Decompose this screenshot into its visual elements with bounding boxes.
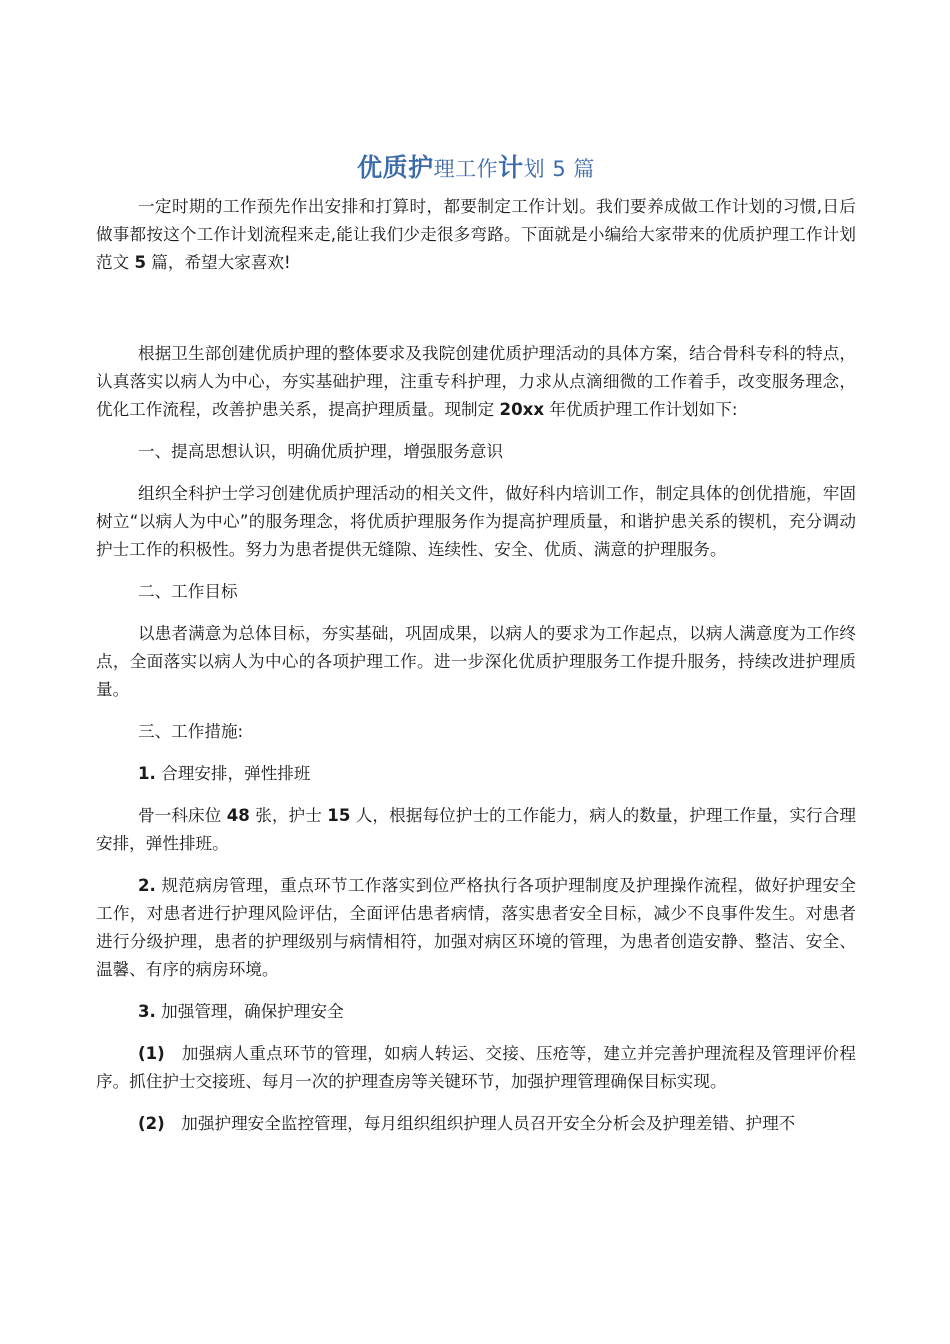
paragraph-measure-2: 2. 规范病房管理，重点环节工作落实到位严格执行各项护理制度及护理操作流程，做好护理安全工作，对患者进行护理风险评估，全面评估患者病情，落实患者安全目标，减少不良事件发生。对患者进行分级护理，患者的护理级别与病情相符，加强对病区环境的管理，为患者创造安静、整洁、安全、温馨、有序的病房环境。 [96, 876, 856, 979]
title-part-2: 理工作 [433, 157, 499, 181]
heading-section-3: 三、工作措施: [138, 722, 244, 741]
title-part-1: 优质护 [357, 153, 434, 182]
paragraph-measure-1: 骨一科床位 48 张，护士 15 人，根据每位护士的工作能力，病人的数量，护理工作量，实行合理安排，弹性排班。 [96, 806, 856, 853]
paragraph-plan-basis: 根据卫生部创建优质护理的整体要求及我院创建优质护理活动的具体方案，结合骨科专科的特点，认真落实以病人为中心，夯实基础护理，注重专科护理，力求从点滴细微的工作着手，改变服务理念，优化工作流程，改善护患关系，提高护理质量。现制定 20xx 年优质护理工作计划如下: [96, 344, 856, 419]
title-part-4: 划 5 篇 [523, 157, 595, 181]
subheading-measure-3: 3. 加强管理，确保护理安全 [138, 1002, 344, 1021]
document-title [96, 150, 856, 187]
heading-section-2: 二、工作目标 [138, 582, 238, 601]
heading-section-1: 一、提高思想认识，明确优质护理，增强服务意识 [138, 442, 504, 461]
paragraph-section-2: 以患者满意为总体目标，夯实基础，巩固成果，以病人的要求为工作起点，以病人满意度为工作终点，全面落实以病人为中心的各项护理工作。进一步深化优质护理服务工作提升服务，持续改进护理质量。 [96, 624, 856, 699]
title-part-3: 计 [498, 153, 524, 182]
intro-paragraph: 一定时期的工作预先作出安排和打算时，都要制定工作计划。我们要养成做工作计划的习惯,日后做事都按这个工作计划流程来走,能让我们少走很多弯路。下面就是小编给大家带来的优质护理工作计划范文 5 篇，希望大家喜欢! [96, 197, 856, 272]
paragraph-section-1: 组织全科护士学习创建优质护理活动的相关文件，做好科内培训工作，制定具体的创优措施，牢固树立“以病人为中心”的服务理念，将优质护理服务作为提高护理质量，和谐护患关系的锲机，充分调动护士工作的积极性。努力为患者提供无缝隙、连续性、安全、优质、满意的护理服务。 [96, 484, 856, 559]
subheading-measure-1: 1. 合理安排，弹性排班 [138, 764, 311, 783]
document-page [96, 150, 856, 1152]
paragraph-item-2: (2) 加强护理安全监控管理，每月组织组织护理人员召开安全分析会及护理差错、护理不 [138, 1114, 796, 1133]
paragraph-item-1: (1) 加强病人重点环节的管理，如病人转运、交接、压疮等，建立并完善护理流程及管理评价程序。抓住护士交接班、每月一次的护理查房等关键环节，加强护理管理确保目标实现。 [96, 1044, 856, 1091]
